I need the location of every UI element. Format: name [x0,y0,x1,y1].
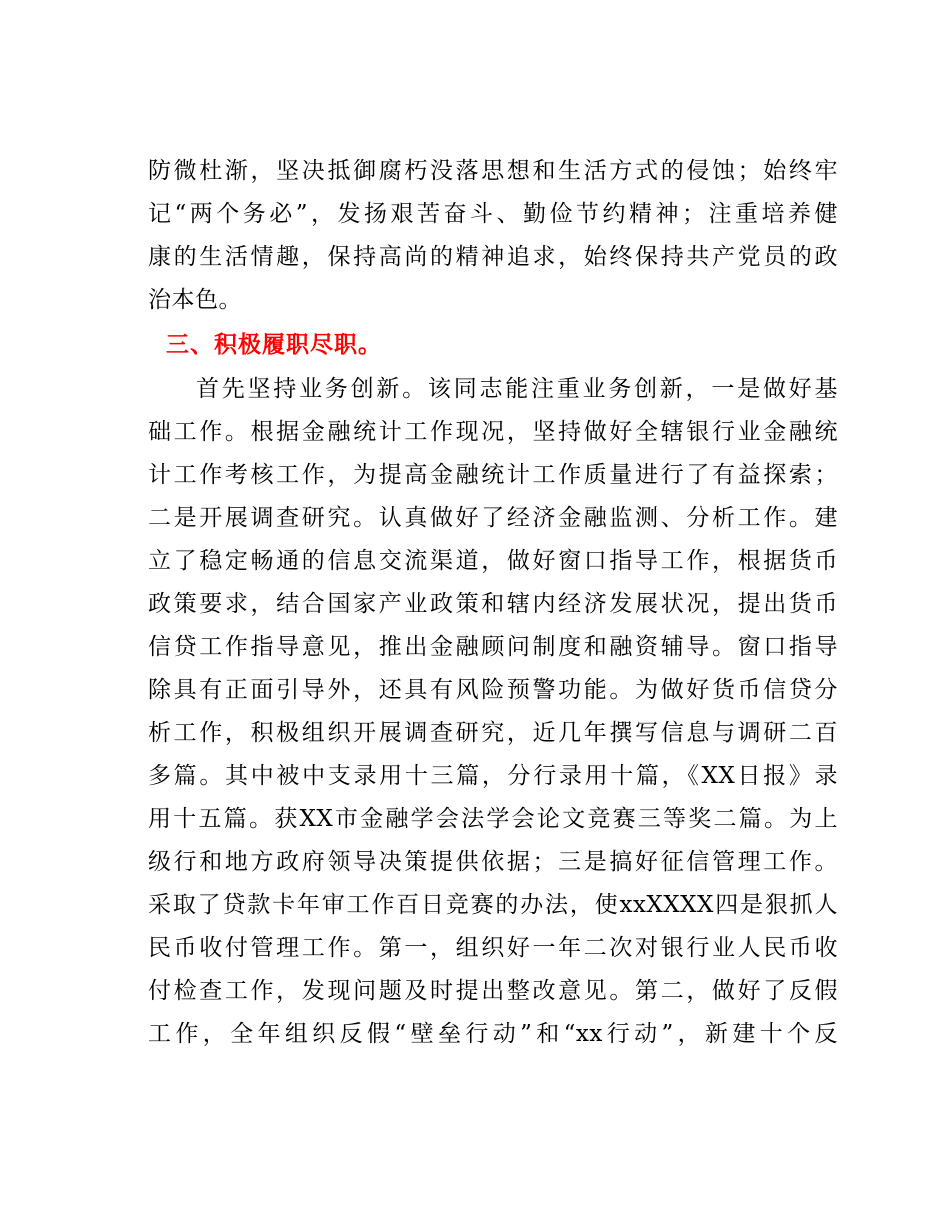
paragraph-line: 防微杜渐，坚决抵御腐朽没落思想和生活方式的侵蚀；始终牢 [148,158,838,184]
paragraph-line: 工作，全年组织反假“壁垒行动”和“xx行动”，新建十个反 [148,1021,838,1047]
paragraph-line: 付检查工作，发现问题及时提出整改意见。第二，做好了反假 [148,978,838,1004]
paragraph-line: 除具有正面引导外，还具有风险预警功能。为做好货币信贷分 [148,677,838,703]
section-heading: 三、积极履职尽职。 [166,332,382,358]
paragraph-line: 信贷工作指导意见，推出金融顾问制度和融资辅导。窗口指导 [148,634,838,660]
paragraph-line: 二是开展调查研究。认真做好了经济金融监测、分析工作。建 [148,505,838,531]
paragraph-line: 记“两个务必”，发扬艰苦奋斗、勤俭节约精神；注重培养健 [148,201,838,227]
paragraph-line: 采取了贷款卡年审工作百日竞赛的办法，使xxXXXX四是狠抓人 [148,892,838,918]
paragraph-line: 治本色。 [148,287,242,313]
paragraph-line: 康的生活情趣，保持高尚的精神追求，始终保持共产党员的政 [148,244,838,270]
paragraph-line: 多篇。其中被中支录用十三篇，分行录用十篇，《XX日报》录 [148,763,838,789]
paragraph-line: 用十五篇。获XX市金融学会法学会论文竞赛三等奖二篇。为上 [148,806,838,832]
paragraph-line: 民币收付管理工作。第一，组织好一年二次对银行业人民币收 [148,935,838,961]
paragraph-line: 析工作，积极组织开展调查研究，近几年撰写信息与调研二百 [148,720,838,746]
paragraph-line: 政策要求，结合国家产业政策和辖内经济发展状况，提出货币 [148,591,838,617]
paragraph-line: 计工作考核工作，为提高金融统计工作质量进行了有益探索； [148,462,838,488]
paragraph-line: 级行和地方政府领导决策提供依据；三是搞好征信管理工作。 [148,849,838,875]
paragraph-line: 础工作。根据金融统计工作现况，坚持做好全辖银行业金融统 [148,419,838,445]
paragraph-line: 立了稳定畅通的信息交流渠道，做好窗口指导工作，根据货币 [148,548,838,574]
paragraph-line: 首先坚持业务创新。该同志能注重业务创新，一是做好基 [196,376,838,402]
